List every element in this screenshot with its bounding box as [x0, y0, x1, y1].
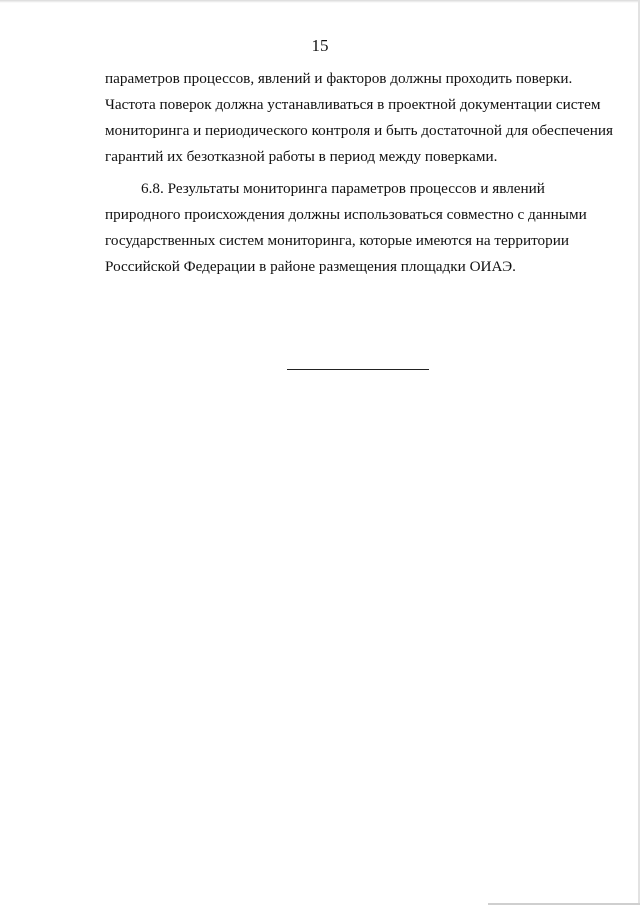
paragraph-line: природного происхождения должны использоваться совместно с данными: [105, 206, 587, 223]
paragraph-line: Российской Федерации в районе размещения площадки ОИАЭ.: [105, 258, 516, 275]
scan-top-edge: [0, 0, 640, 3]
paragraph-continuation: [105, 66, 614, 170]
paragraph-line: параметров процессов, явлений и факторов должны проходить поверки.: [105, 70, 573, 87]
paragraph-line: мониторинга и периодического контроля и быть достаточной для обеспечения: [105, 122, 614, 139]
paragraph-6-8: [105, 176, 587, 280]
paragraph-line: 6.8. Результаты мониторинга параметров процессов и явлений: [141, 180, 545, 197]
end-separator-line: [287, 369, 429, 370]
paragraph-line: государственных систем мониторинга, которые имеются на территории: [105, 232, 569, 249]
paragraph-line: гарантий их безотказной работы в период между поверками.: [105, 148, 498, 165]
page-number: 15: [311, 36, 329, 55]
paragraph-line: Частота поверок должна устанавливаться в проектной документации систем: [105, 96, 601, 113]
